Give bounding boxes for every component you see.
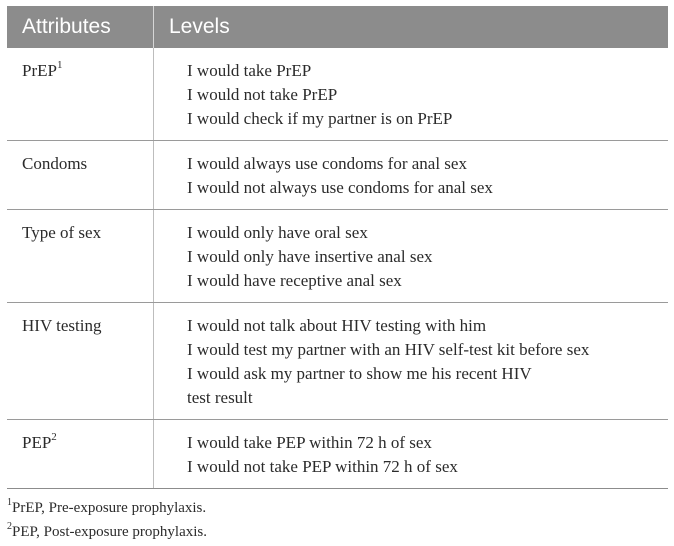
level-item: I would test my partner with an HIV self-test kit before sex <box>187 340 590 359</box>
attribute-cell <box>7 420 154 489</box>
levels-cell <box>154 420 669 489</box>
level-item: I would not talk about HIV testing with him <box>187 316 487 335</box>
levels-cell <box>154 303 669 420</box>
attribute-cell <box>7 48 154 141</box>
level-item: I would only have insertive anal sex <box>187 247 433 266</box>
table-row <box>7 210 668 303</box>
level-item: I would not always use condoms for anal sex <box>187 178 493 197</box>
header-attributes: Attributes <box>7 6 154 48</box>
table-body <box>7 48 668 489</box>
footnote-text: PrEP, Pre-exposure prophylaxis. <box>12 500 207 516</box>
level-item: test result <box>187 388 253 407</box>
table-row <box>7 48 668 141</box>
level-item: I would take PEP within 72 h of sex <box>187 433 432 452</box>
level-item: I would have receptive anal sex <box>187 271 402 290</box>
footnote-marker: 1 <box>56 59 63 72</box>
levels-cell <box>154 210 669 303</box>
level-item: I would only have oral sex <box>187 223 368 242</box>
levels-cell <box>154 48 669 141</box>
attribute-name: Type of sex <box>22 223 102 242</box>
level-item: I would take PrEP <box>187 61 312 80</box>
footnote-text: PEP, Post-exposure prophylaxis. <box>12 524 207 540</box>
footnote <box>7 520 207 544</box>
footnote-number: 2 <box>7 521 12 532</box>
table-row <box>7 141 668 210</box>
attributes-table <box>7 6 668 489</box>
header-row <box>7 6 668 48</box>
level-item: I would ask my partner to show me his recent HIV <box>187 364 532 383</box>
header-levels: Levels <box>154 6 669 48</box>
level-item: I would always use condoms for anal sex <box>187 154 467 173</box>
footnote-number: 1 <box>7 497 12 508</box>
footnote <box>7 496 207 520</box>
attribute-name: Condoms <box>22 154 88 173</box>
attribute-cell <box>7 210 154 303</box>
level-item: I would not take PEP within 72 h of sex <box>187 457 458 476</box>
attribute-name: PrEP <box>22 61 57 80</box>
table-row <box>7 420 668 489</box>
levels-cell <box>154 141 669 210</box>
level-item: I would check if my partner is on PrEP <box>187 109 453 128</box>
attribute-name: PEP <box>22 433 52 452</box>
attribute-cell <box>7 303 154 420</box>
attribute-cell <box>7 141 154 210</box>
table-header <box>7 6 668 48</box>
level-item: I would not take PrEP <box>187 85 338 104</box>
attributes-table-container <box>7 6 668 489</box>
footnote-marker: 2 <box>51 431 57 444</box>
footnotes <box>7 496 207 544</box>
table-row <box>7 303 668 420</box>
attribute-name: HIV testing <box>22 316 102 335</box>
